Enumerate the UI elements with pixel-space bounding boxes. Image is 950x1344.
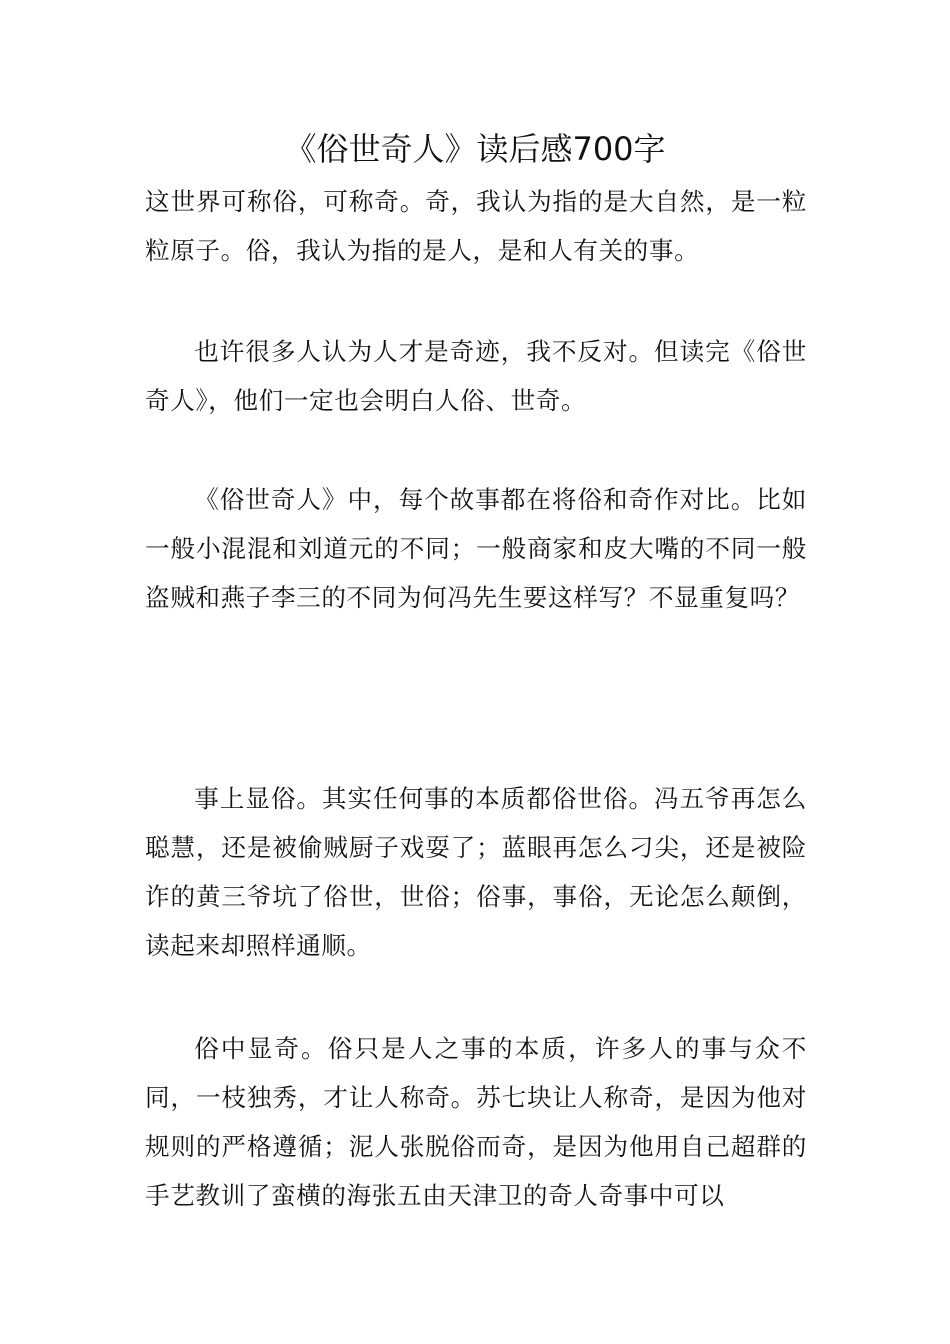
paragraph-3: 《俗世奇人》中，每个故事都在将俗和奇作对比。比如一般小混混和刘道元的不同；一般商家和皮大嘴的不同一般盗贼和燕子李三的不同为何冯先生要这样写？不显重复吗？ [145, 485, 807, 612]
paragraph-2: 也许很多人认为人才是奇迹，我不反对。但读完《俗世奇人》，他们一定也会明白人俗、世奇。 [145, 337, 807, 415]
paragraph-1: 这世界可称俗，可称奇。奇，我认为指的是大自然，是一粒粒原子。俗，我认为指的是人，是和人有关的事。 [145, 187, 807, 265]
document-title: 《俗世奇人》读后感700字 [284, 130, 666, 168]
paragraph-block [145, 177, 807, 275]
paragraph-4: 事上显俗。其实任何事的本质都俗世俗。冯五爷再怎么聪慧，还是被偷贼厨子戏耍了；蓝眼再怎么刁尖，还是被险诈的黄三爷坑了俗世，世俗；俗事，事俗，无论怎么颠倒，读起来却照样通顺。 [145, 784, 807, 960]
paragraph-block [145, 327, 807, 425]
paragraph-block [145, 1024, 807, 1220]
paragraph-block [145, 475, 807, 622]
paragraph-block [145, 774, 807, 970]
paragraph-5: 俗中显奇。俗只是人之事的本质，许多人的事与众不同，一枝独秀，才让人称奇。苏七块让人称奇，是因为他对规则的严格遵循；泥人张脱俗而奇，是因为他用自己超群的手艺教训了蛮横的海张五由天津卫的奇人奇事中可以 [145, 1034, 807, 1210]
